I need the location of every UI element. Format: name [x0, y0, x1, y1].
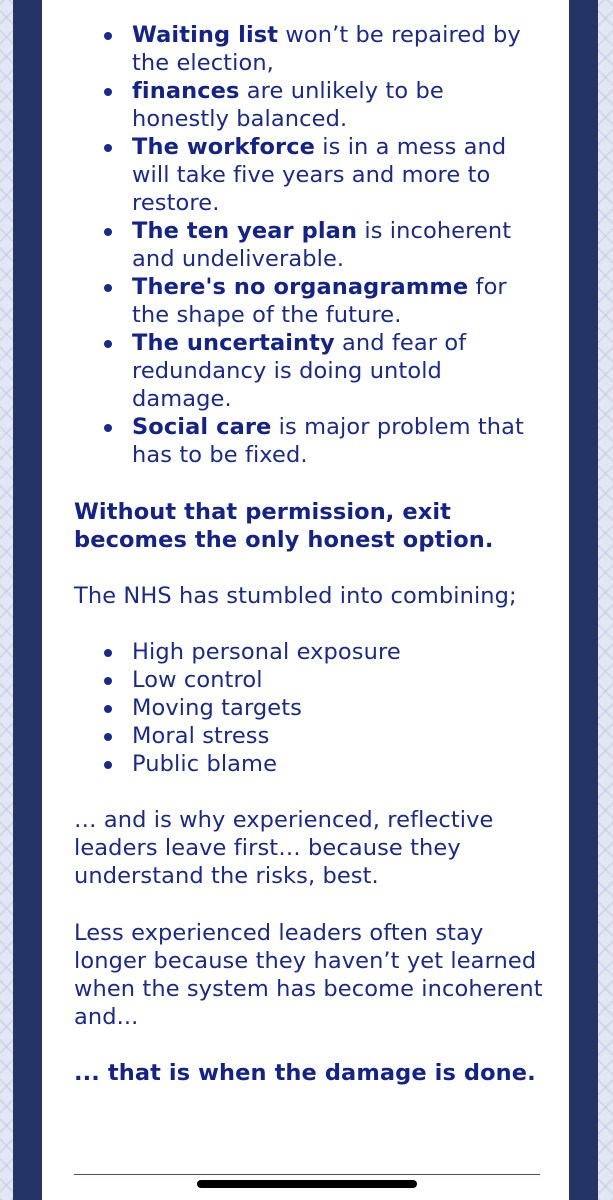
- list-item-text: is in a mess and will take five years and more to restore.: [132, 134, 507, 216]
- list-item-text: are unlikely to be honestly balanced.: [132, 78, 444, 132]
- list-item: [132, 273, 544, 329]
- bullet-icon: [104, 649, 112, 657]
- factors-list: [74, 638, 544, 778]
- list-item-text: Public blame: [132, 751, 278, 777]
- list-item: [132, 666, 544, 694]
- list-item: [132, 217, 544, 273]
- bullet-icon: [104, 733, 112, 741]
- list-item: [132, 133, 544, 217]
- list-item: [132, 21, 544, 77]
- bullet-icon: [104, 32, 112, 40]
- list-item: [132, 638, 544, 666]
- bullet-icon: [104, 424, 112, 432]
- list-item-text: High personal exposure: [132, 639, 401, 665]
- list-item-bold: finances: [132, 78, 240, 104]
- list-item: [132, 722, 544, 750]
- list-item: [132, 750, 544, 778]
- leaders-leave-paragraph: … and is why experienced, reflective leaders leave first… because they understand the risks, best.: [74, 807, 494, 889]
- list-item-text: won’t be repaired by the election,: [132, 22, 521, 76]
- list-item-text: is major problem that has to be fixed.: [132, 414, 524, 468]
- less-experienced-paragraph: Less experienced leaders often stay longer because they haven’t yet learned when the system has become incoherent and...: [74, 920, 543, 1030]
- combining-intro: The NHS has stumbled into combining;: [74, 583, 517, 609]
- frame-border-right: [569, 0, 598, 1200]
- background-pattern-left: [0, 0, 13, 1200]
- bullet-icon: [104, 677, 112, 685]
- bullet-icon: [104, 705, 112, 713]
- conclusion-statement: ... that is when the damage is done.: [74, 1060, 536, 1086]
- list-item-text: Low control: [132, 667, 263, 693]
- frame-border-left: [13, 0, 42, 1200]
- list-item-bold: The uncertainty: [132, 330, 335, 356]
- list-item-bold: Social care: [132, 414, 272, 440]
- problems-list: [74, 21, 544, 469]
- bullet-icon: [104, 88, 112, 96]
- list-item-text: for the shape of the future.: [132, 274, 507, 328]
- list-item-text: is incoherent and undeliverable.: [132, 218, 512, 272]
- bullet-icon: [104, 144, 112, 152]
- list-item-text: and fear of redundancy is doing untold damage.: [132, 330, 467, 412]
- bullet-icon: [104, 761, 112, 769]
- document-content: [74, 21, 544, 1087]
- home-indicator-bar[interactable]: [197, 1180, 417, 1188]
- bullet-icon: [104, 228, 112, 236]
- list-item: [132, 77, 544, 133]
- document-page: [42, 0, 569, 1200]
- list-item-bold: The ten year plan: [132, 218, 358, 244]
- list-item: [132, 413, 544, 469]
- bullet-icon: [104, 284, 112, 292]
- list-item-text: Moral stress: [132, 723, 270, 749]
- list-item: [132, 694, 544, 722]
- list-item-bold: There's no organagramme: [132, 274, 469, 300]
- list-item: [132, 329, 544, 413]
- background-pattern-right: [598, 0, 613, 1200]
- list-item-bold: Waiting list: [132, 22, 279, 48]
- exit-statement: Without that permission, exit becomes the only honest option.: [74, 499, 494, 553]
- list-item-text: Moving targets: [132, 695, 302, 721]
- bullet-icon: [104, 340, 112, 348]
- section-divider: [74, 1174, 540, 1175]
- list-item-bold: The workforce: [132, 134, 316, 160]
